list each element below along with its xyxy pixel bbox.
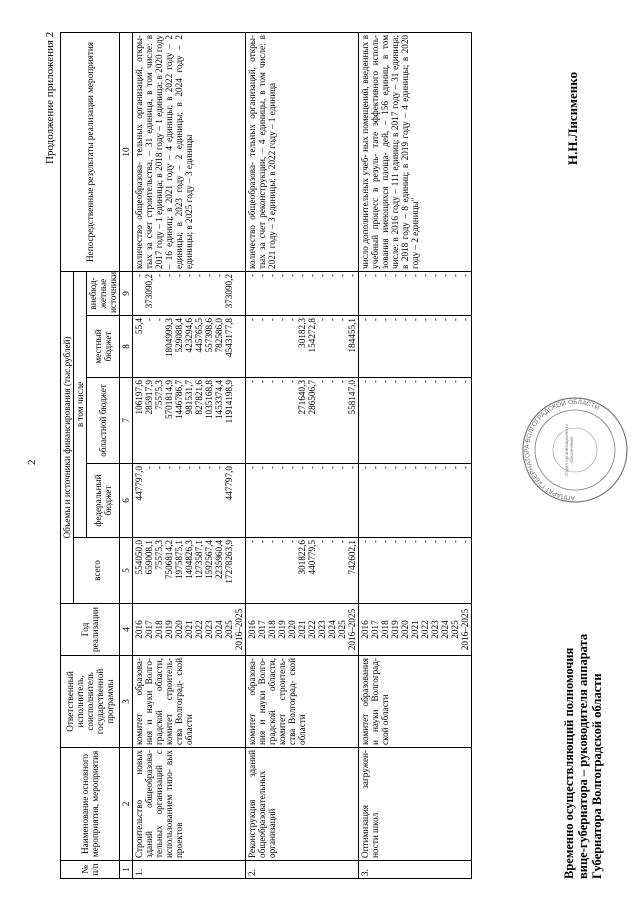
local-value: 782586,0 [214, 318, 224, 353]
federal-value: - [317, 466, 327, 470]
total-value: - [420, 540, 430, 544]
total-value: - [287, 540, 297, 544]
total-value: - [317, 540, 327, 544]
offbudget-value: - [194, 273, 204, 278]
regional-value: 11914198,9 [224, 380, 234, 424]
regional-value: - [247, 380, 257, 384]
offbudget-value: - [347, 273, 357, 278]
header-offbudget: внебюд- жетные источники [87, 271, 120, 315]
header-funding: Объемы и источники финансирования (тыс.рублей) [61, 271, 74, 603]
local-value: 4543177,8 [224, 318, 234, 358]
total-value: - [267, 540, 277, 544]
offbudget-value: - [287, 273, 297, 278]
col-number: 6 [120, 464, 133, 538]
total-value: - [257, 540, 267, 544]
offbudget-value: 373090,2 [144, 273, 154, 309]
col-number: 2 [120, 748, 133, 861]
year-value: 2024 [440, 620, 450, 639]
offbudget-value: - [430, 273, 440, 278]
total-value: 1404826,3 [184, 540, 194, 580]
col-number: 8 [120, 316, 133, 378]
local-value: 557398,6 [204, 318, 214, 353]
federal-value: - [430, 466, 440, 470]
regional-value: 286506,7 [307, 380, 317, 415]
local-value: - [390, 318, 400, 322]
total-value: - [430, 540, 440, 544]
header-regional: областной бюджет [87, 378, 120, 464]
regional-value: 75575,3 [154, 380, 164, 410]
row-number: 2. [246, 861, 359, 879]
offbudget-value: - [337, 273, 347, 278]
row-federal [133, 464, 246, 538]
local-value: - [257, 318, 267, 322]
col-number: 9 [120, 271, 133, 315]
offbudget-value: 373090,2 [224, 273, 234, 309]
regional-value: - [420, 380, 430, 384]
total-value: - [277, 540, 287, 544]
regional-value: - [440, 380, 450, 384]
row-number: 3. [359, 861, 472, 879]
total-value: 1975875,1 [174, 540, 184, 580]
funding-table [60, 32, 472, 879]
table-row [359, 32, 472, 878]
federal-value: - [420, 466, 430, 470]
regional-value: 827821,6 [194, 380, 204, 415]
total-value: 7506814,2 [164, 540, 174, 580]
regional-value: 271640,3 [297, 380, 307, 415]
stamp-center-text: Отдел организационного обеспечения [564, 424, 574, 476]
total-value: 17278263,9 [224, 540, 234, 584]
row-years [133, 604, 246, 656]
offbudget-value: - [257, 273, 267, 278]
year-value: 2025 [224, 620, 234, 639]
total-value: - [440, 540, 450, 544]
local-value: - [460, 318, 470, 322]
offbudget-value: - [204, 273, 214, 278]
local-value: 423294,6 [184, 318, 194, 353]
offbudget-value: - [380, 273, 390, 278]
signature-line: Временно осуществляющий полномочия [562, 647, 576, 879]
col-number: 4 [120, 604, 133, 656]
col-number: 7 [120, 378, 133, 464]
federal-value: - [390, 466, 400, 470]
row-responsible: комитет образова- ния и науки Волго- градской области, комитет строитель- ства Волгоград- ской области [246, 656, 359, 748]
header-resp: Ответственный исполнитель, соисполнитель государственной программы [61, 656, 120, 748]
total-value: - [360, 540, 370, 544]
row-total [133, 538, 246, 604]
row-offbudget [246, 271, 359, 315]
federal-value: - [214, 466, 224, 470]
local-value: - [337, 318, 347, 322]
header-year: Год реализации [61, 604, 120, 656]
local-value: 445765,5 [194, 318, 204, 353]
offbudget-value: - [297, 273, 307, 278]
federal-value: - [327, 466, 337, 470]
local-value: - [370, 318, 380, 322]
offbudget-value: - [450, 273, 460, 278]
federal-value: - [370, 466, 380, 470]
local-value: - [327, 318, 337, 322]
regional-value: 5701814,9 [164, 380, 174, 420]
year-value: 2022 [420, 620, 430, 639]
federal-value: - [287, 466, 297, 470]
federal-value: 447797,0 [224, 466, 234, 501]
regional-value: - [460, 380, 470, 384]
year-value: 2023 [317, 620, 327, 639]
total-value: 301822,6 [297, 540, 307, 575]
local-value: 30182,3 [297, 318, 307, 348]
signature-line: вице-губернатора – руководителя аппарата [576, 633, 590, 879]
row-name: Реконструкция зданий общеобразовательных организаций [246, 748, 359, 861]
year-value: 2023 [204, 620, 214, 639]
year-value: 2018 [380, 620, 390, 639]
local-value: - [267, 318, 277, 322]
regional-value: - [277, 380, 287, 384]
row-local [359, 316, 472, 378]
offbudget-value: - [360, 273, 370, 278]
federal-value: - [184, 466, 194, 470]
year-value: 2017 [144, 620, 154, 639]
local-value: - [144, 318, 154, 322]
year-value: 2016–2025 [347, 608, 357, 651]
regional-value: - [327, 380, 337, 384]
local-value: - [400, 318, 410, 322]
year-value: 2020 [400, 620, 410, 639]
offbudget-value: - [174, 273, 184, 278]
header-incl: в том числе [74, 271, 87, 537]
header-federal: федеральный бюджет [87, 464, 120, 538]
offbudget-value: - [460, 273, 470, 278]
regional-value: - [370, 380, 380, 384]
header-name: Наименование основного мероприятия, мероприятия [61, 748, 120, 861]
total-value: 659008,1 [144, 540, 154, 575]
regional-value: - [287, 380, 297, 384]
offbudget-value: - [370, 273, 380, 278]
year-value: 2021 [184, 620, 194, 639]
regional-value: - [400, 380, 410, 384]
row-name: Оптимизация загружен- ности школ [359, 748, 472, 861]
total-value: 75575,3 [154, 540, 164, 570]
row-name: Строительство новых зданий общеобразова- тельных организаций с использованием типо- вых проектов [133, 748, 246, 861]
local-value: 184455,1 [347, 318, 357, 353]
offbudget-value: - [400, 273, 410, 278]
regional-value: 285917,9 [144, 380, 154, 415]
row-years [246, 604, 359, 656]
stamp-ring-text: АППАРАТ ГУБЕРНАТОРА ВОЛГОГРАДСКОЙ ОБЛАСТИ [523, 398, 601, 502]
row-offbudget [133, 271, 246, 315]
year-value: 2024 [327, 620, 337, 639]
col-number: 10 [120, 32, 133, 271]
local-value: 154272,8 [307, 318, 317, 353]
svg-text:АППАРАТ ГУБЕРНАТОРА ВОЛГОГРАДС [524, 398, 601, 501]
header-local: местный бюджет [87, 316, 120, 378]
year-value: 2016 [360, 620, 370, 639]
regional-value: - [430, 380, 440, 384]
total-value: - [380, 540, 390, 544]
total-value: - [247, 540, 257, 544]
row-offbudget [359, 271, 472, 315]
table-body [133, 32, 472, 878]
total-value: - [450, 540, 460, 544]
year-value: 2023 [430, 620, 440, 639]
year-value: 2022 [194, 620, 204, 639]
regional-value: 558147,0 [347, 380, 357, 415]
table-row [133, 32, 246, 878]
local-value: - [410, 318, 420, 322]
regional-value: - [317, 380, 327, 384]
offbudget-value: - [184, 273, 194, 278]
federal-value: - [164, 466, 174, 470]
federal-value: - [347, 466, 357, 470]
page-number: 2 [26, 459, 38, 465]
federal-value: - [440, 466, 450, 470]
row-regional [246, 378, 359, 464]
federal-value: - [337, 466, 347, 470]
local-value: - [420, 318, 430, 322]
year-value: 2019 [164, 620, 174, 639]
regional-value: - [450, 380, 460, 384]
offbudget-value: - [267, 273, 277, 278]
offbudget-value: - [420, 273, 430, 278]
total-value: 1592567,4 [204, 540, 214, 580]
year-value: 2017 [370, 620, 380, 639]
row-result: количество общеобразова- тельных организаций, откры- тых за счет реконструкции, – 4 единицы, в том числе: в 2021 году – 3 единицы; в 2022 году – 1 единица [246, 32, 359, 271]
local-value: - [440, 318, 450, 322]
regional-value: - [410, 380, 420, 384]
year-value: 2016–2025 [460, 608, 470, 651]
local-value: - [430, 318, 440, 322]
year-value: 2021 [410, 620, 420, 639]
column-numbers-row [120, 32, 133, 878]
row-regional [359, 378, 472, 464]
federal-value: - [154, 466, 164, 470]
year-value: 2020 [174, 620, 184, 639]
offbudget-value: - [440, 273, 450, 278]
local-value: - [450, 318, 460, 322]
year-value: 2021 [297, 620, 307, 639]
total-value: - [390, 540, 400, 544]
offbudget-value: - [247, 273, 257, 278]
signature-line: Губернатора Волгоградской области [590, 673, 604, 879]
offbudget-value: - [277, 273, 287, 278]
local-value: 529088,4 [174, 318, 184, 353]
header-results: Непосредственные результаты реализации мероприятия [61, 32, 120, 271]
regional-value: - [360, 380, 370, 384]
federal-value: - [194, 466, 204, 470]
local-value: - [247, 318, 257, 322]
federal-value: - [380, 466, 390, 470]
year-value: 2018 [267, 620, 277, 639]
year-value: 2025 [450, 620, 460, 639]
col-number: 1 [120, 861, 133, 879]
row-federal [246, 464, 359, 538]
local-value: - [154, 318, 164, 322]
federal-value: - [297, 466, 307, 470]
row-federal [359, 464, 472, 538]
regional-value: 106197,6 [134, 380, 144, 415]
total-value: 2235960,4 [214, 540, 224, 580]
local-value: 1804999,3 [164, 318, 174, 358]
total-value: - [460, 540, 470, 544]
year-value: 2016 [247, 620, 257, 639]
year-value: 2022 [307, 620, 317, 639]
row-responsible: комитет образова- ния и науки Волго- градской области, комитет строитель- ства Волгоград- ской области [133, 656, 246, 748]
federal-value: - [400, 466, 410, 470]
local-value: 55,4 [134, 318, 144, 335]
total-value: - [337, 540, 347, 544]
row-local [246, 316, 359, 378]
offbudget-value: - [317, 273, 327, 278]
total-value: 1273587,1 [194, 540, 204, 580]
federal-value: - [257, 466, 267, 470]
row-result: число дополнительных учеб- ных помещений, введенных в учебный процесс в резуль- тате эффективного исполь- зования имеющихся площа- дей, – 156 единиц, в том числе: в 2016 году – 111 единиц; в 2017 году – 31 единица; в 2018 году – 8 единиц; в 2019 году – 4 единицы; в 2020 году – 2 единицы" [359, 32, 472, 271]
total-value: - [410, 540, 420, 544]
federal-value: - [204, 466, 214, 470]
year-value: 2019 [277, 620, 287, 639]
offbudget-value: - [134, 273, 144, 278]
federal-value: - [174, 466, 184, 470]
year-value: 2017 [257, 620, 267, 639]
year-value: 2016–2025 [234, 608, 244, 651]
continuation-label: Продолжение приложения 2 [44, 31, 56, 164]
local-value: - [317, 318, 327, 322]
offbudget-value: - [214, 273, 224, 278]
row-local [133, 316, 246, 378]
header-total: всего [74, 538, 120, 604]
total-value: - [327, 540, 337, 544]
row-total [359, 538, 472, 604]
offbudget-value: - [410, 273, 420, 278]
offbudget-value: - [164, 273, 174, 278]
year-value: 2024 [214, 620, 224, 639]
row-total [246, 538, 359, 604]
signature-name: Н.Н.Лисименко [565, 71, 580, 165]
offbudget-value: - [327, 273, 337, 278]
total-value: 742602,1 [347, 540, 357, 575]
regional-value: 1446786,7 [174, 380, 184, 420]
federal-value: 447797,0 [134, 466, 144, 501]
col-number: 5 [120, 538, 133, 604]
regional-value: - [257, 380, 267, 384]
local-value: - [277, 318, 287, 322]
local-value: - [380, 318, 390, 322]
row-years [359, 604, 472, 656]
regional-value: 1035168,8 [204, 380, 214, 420]
row-regional [133, 378, 246, 464]
total-value: 440779,5 [307, 540, 317, 575]
regional-value: - [380, 380, 390, 384]
federal-value: - [267, 466, 277, 470]
total-value: - [400, 540, 410, 544]
regional-value: 1453374,4 [214, 380, 224, 420]
local-value: - [360, 318, 370, 322]
regional-value: - [267, 380, 277, 384]
offbudget-value: - [390, 273, 400, 278]
total-value: - [370, 540, 380, 544]
table-row [246, 32, 359, 878]
header-num: № п/п [61, 861, 120, 879]
federal-value: - [277, 466, 287, 470]
federal-value: - [410, 466, 420, 470]
total-value: 554050,0 [134, 540, 144, 575]
federal-value: - [307, 466, 317, 470]
year-value: 2025 [337, 620, 347, 639]
year-value: 2019 [390, 620, 400, 639]
row-responsible: комитет образования и науки Волгоград- ской области [359, 656, 472, 748]
year-value: 2020 [287, 620, 297, 639]
year-value: 2016 [134, 620, 144, 639]
official-stamp [520, 395, 630, 505]
offbudget-value: - [154, 273, 164, 278]
regional-value: - [390, 380, 400, 384]
row-result: количество общеобразова- тельных организаций, откры- тых за счет строительства, – 31 единица, в том числе: в 2017 году – 1 единица; в 2018 году – 1 единица; в 2020 году – 16 единиц; в 2021 году – 4 единицы; в 2022 году – 2 единицы; в 2023 году – 2 единицы; в 2024 году – 2 единицы; в 2025 году – 3 единицы [133, 32, 246, 271]
row-number: 1. [133, 861, 246, 879]
offbudget-value: - [307, 273, 317, 278]
federal-value: - [144, 466, 154, 470]
local-value: - [287, 318, 297, 322]
col-number: 3 [120, 656, 133, 748]
federal-value: - [450, 466, 460, 470]
federal-value: - [460, 466, 470, 470]
regional-value: - [337, 380, 347, 384]
year-value: 2018 [154, 620, 164, 639]
federal-value: - [360, 466, 370, 470]
regional-value: 981531,7 [184, 380, 194, 415]
federal-value: - [247, 466, 257, 470]
signature-position [562, 634, 604, 879]
